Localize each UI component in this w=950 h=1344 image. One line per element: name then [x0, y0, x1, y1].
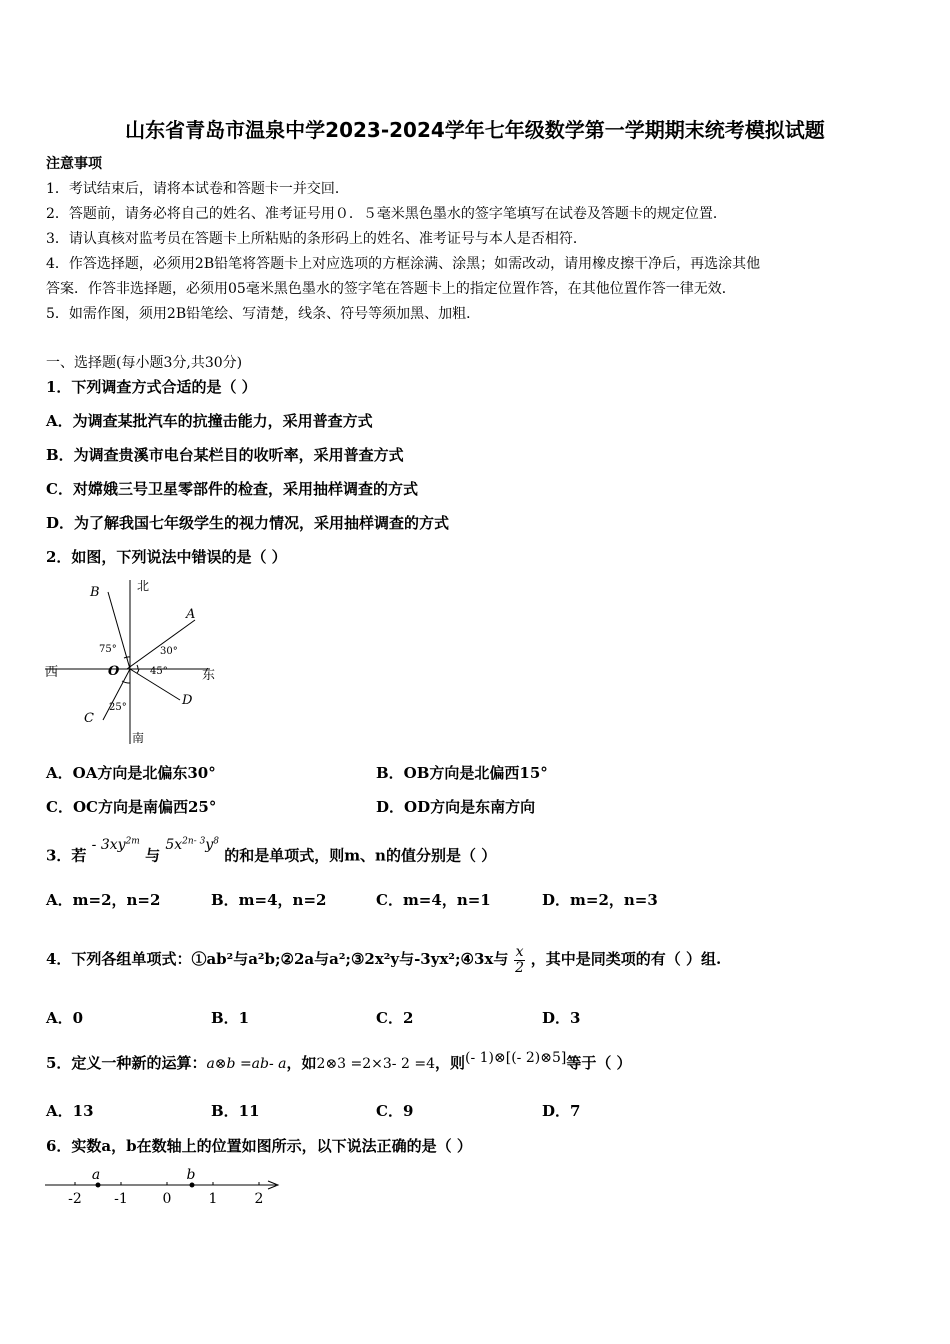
label-o: O	[108, 664, 120, 679]
q4-stem-text: 4．下列各组单项式：①ab²与a²b;②2a与a²;③2x²y与-3yx²;④3x与	[46, 950, 509, 968]
q4-fraction	[514, 945, 526, 976]
label-c: C	[84, 711, 94, 726]
q3-suffix: 的和是单项式，则m、n的值分别是（ ）	[224, 846, 497, 865]
tick-label: 0	[162, 1191, 172, 1207]
q5-option-b: B．11	[211, 1102, 260, 1120]
q3-term2-y: y	[205, 836, 214, 853]
q4-frac-den: 2	[515, 959, 524, 976]
tick-label: 1	[208, 1191, 218, 1207]
q2-option-b: B．OB方向是北偏西15°	[376, 764, 548, 782]
q1-option-a: A．为调查某批汽车的抗撞击能力，采用普查方式	[46, 412, 373, 430]
compass-figure	[40, 572, 230, 747]
question-3-stem	[46, 835, 496, 875]
label-b: B	[90, 585, 100, 600]
q3-option-b: B．m=4，n=2	[211, 891, 327, 909]
q5-option-d: D．7	[542, 1102, 581, 1120]
q2-option-c: C．OC方向是南偏西25°	[46, 798, 217, 816]
q5-then: ，则	[434, 1054, 465, 1072]
q5-option-c: C．9	[376, 1102, 414, 1120]
q5-example: 2⊗3 =2×3- 2 =4	[316, 1056, 435, 1072]
q3-term2: 5x	[165, 836, 183, 853]
q4-option-c: C．2	[376, 1009, 414, 1027]
q3-term1-exp: 2m	[125, 836, 140, 846]
q2-option-a: A．OA方向是北偏东30°	[46, 764, 216, 782]
question-1-stem: 1．下列调查方式合适的是（ ）	[46, 378, 257, 396]
page-title: 山东省青岛市温泉中学2023-2024学年七年级数学第一学期期末统考模拟试题	[125, 118, 825, 142]
notice-item: 4．作答选择题，必须用2B铅笔将答题卡上对应选项的方框涂满、涂黑；如需改动，请用橡皮擦干净后，再选涂其他	[46, 256, 761, 272]
q3-option-a: A．m=2，n=2	[46, 891, 161, 909]
q3-term2-exp: 2n- 3	[182, 836, 206, 846]
notice-item: 2．答题前，请务必将自己的姓名、准考证号用０．５毫米黑色墨水的签字笔填写在试卷及答题卡的规定位置．	[46, 206, 727, 222]
point-b-label: b	[186, 1167, 196, 1183]
angle-45: 45°	[150, 666, 168, 677]
notice-item: 3．请认真核对监考员在答题卡上所粘贴的条形码上的姓名、准考证号与本人是否相符．	[46, 231, 587, 247]
label-d: D	[182, 693, 193, 708]
label-a: A	[186, 607, 196, 622]
q5-expression: (- 1)⊗[(- 2)⊗5]	[465, 1050, 567, 1066]
q5-suffix: 等于（ ）	[566, 1054, 632, 1072]
question-6-stem: 6．实数a，b在数轴上的位置如图所示，以下说法正确的是（ ）	[46, 1137, 472, 1155]
q4-option-a: A．0	[46, 1009, 84, 1027]
angle-25: 25°	[109, 702, 127, 713]
notice-item: 5．如需作图，须用2B铅笔绘、写清楚，线条、符号等须加黑、加粗．	[46, 306, 481, 322]
notice-item: 1．考试结束后，请将本试卷和答题卡一并交回．	[46, 181, 349, 197]
tick-label: -1	[114, 1191, 128, 1207]
number-line	[40, 1160, 290, 1210]
q3-term2-y-exp: 8	[213, 836, 219, 846]
q3-connector: 与	[145, 846, 161, 865]
point-a-label: a	[91, 1167, 101, 1183]
label-north: 北	[137, 579, 150, 593]
q1-option-c: C．对嫦娥三号卫星零部件的检查，采用抽样调查的方式	[46, 480, 418, 498]
label-west: 西	[45, 665, 59, 680]
q4-suffix: ，其中是同类项的有（ ）组.	[530, 950, 722, 968]
q5-option-a: A．13	[46, 1102, 94, 1120]
q1-option-b: B．为调查贵溪市电台某栏目的收听率，采用普查方式	[46, 446, 404, 464]
q5-prefix: 5．定义一种新的运算：	[46, 1054, 207, 1072]
angle-75: 75°	[99, 644, 117, 655]
q3-term1: - 3xy	[91, 836, 126, 853]
label-south: 南	[132, 731, 145, 745]
q3-option-d: D．m=2，n=3	[542, 891, 658, 909]
question-2-stem: 2．如图，下列说法中错误的是（ ）	[46, 548, 287, 566]
q5-definition: a⊗b =ab- a	[206, 1056, 287, 1072]
q4-option-d: D．3	[542, 1009, 581, 1027]
question-4-stem	[46, 929, 721, 989]
q2-option-d: D．OD方向是东南方向	[376, 798, 536, 816]
question-5-stem	[46, 1045, 632, 1082]
angle-30: 30°	[160, 646, 178, 657]
tick-label: -2	[68, 1191, 82, 1207]
q3-option-c: C．m=4，n=1	[376, 891, 491, 909]
tick-label: 2	[254, 1191, 264, 1207]
q3-prefix: 3．若	[46, 846, 87, 865]
q5-mid: ，如	[286, 1054, 317, 1072]
q4-option-b: B．1	[211, 1009, 250, 1027]
q4-frac-num: x	[515, 943, 524, 960]
q1-option-d: D．为了解我国七年级学生的视力情况，采用抽样调查的方式	[46, 514, 450, 532]
section-heading: 一、选择题(每小题3分,共30分)	[46, 355, 243, 371]
notice-heading: 注意事项	[46, 156, 102, 172]
label-east: 东	[202, 668, 216, 683]
notice-item: 答案．作答非选择题，必须用05毫米黑色墨水的签字笔在答题卡上的指定位置作答，在其他位置作答一律无效．	[46, 281, 736, 297]
